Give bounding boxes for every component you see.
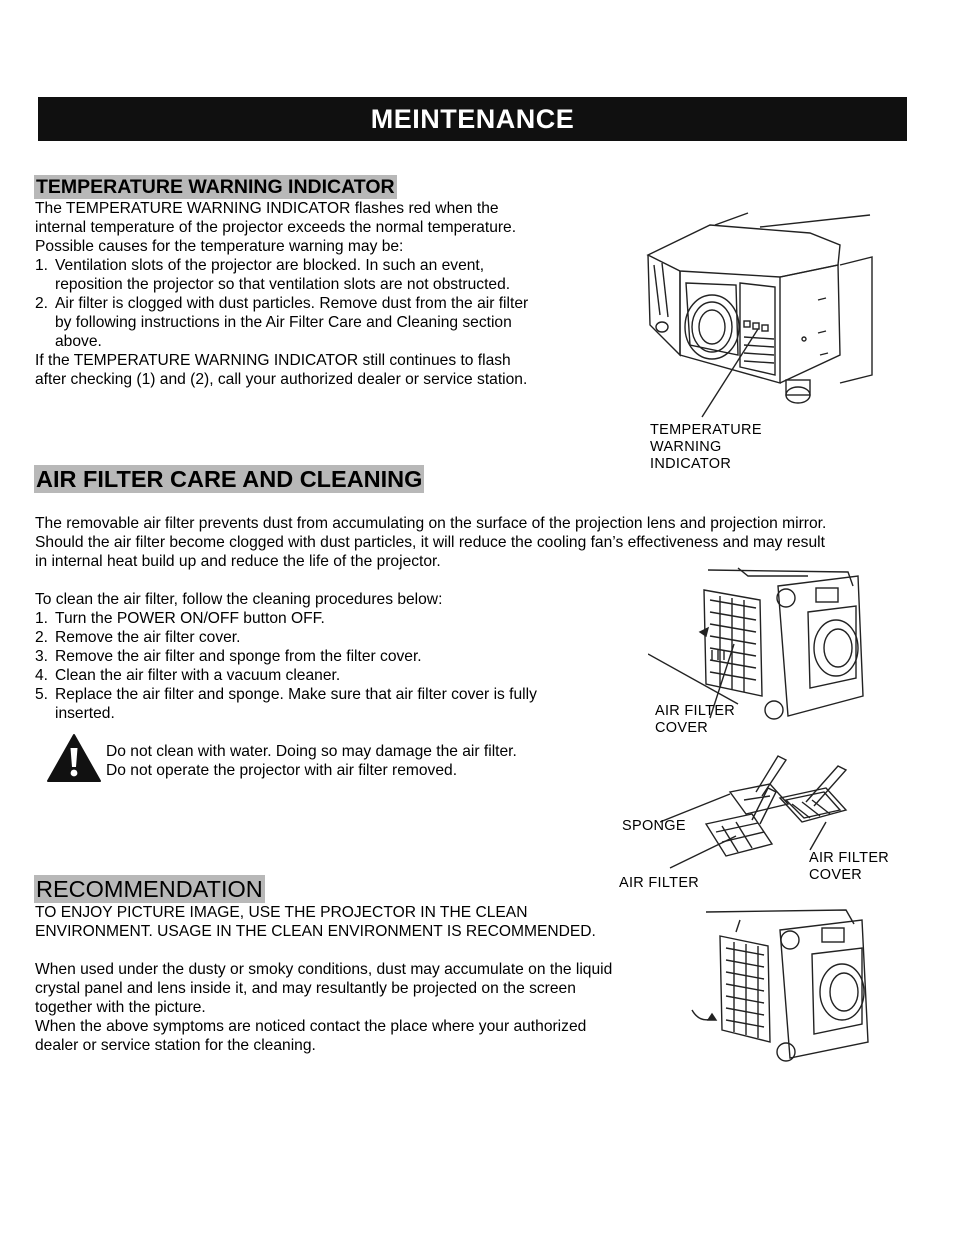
filter-steps-intro: To clean the air filter, follow the cleaning procedures below: [35, 591, 443, 608]
rec-caps-1: TO ENJOY PICTURE IMAGE, USE THE PROJECTOR IN THE CLEAN [35, 904, 528, 921]
temp-intro-3: Possible causes for the temperature warning may be: [35, 238, 404, 255]
recommendation-body [35, 903, 685, 1055]
list-number: 3. [35, 648, 49, 665]
list-line: Remove the air filter cover. [55, 629, 241, 646]
filter-cover-label [655, 703, 735, 737]
list-line: Clean the air filter with a vacuum cleaner. [55, 667, 341, 684]
filter-para-1: The removable air filter prevents dust from accumulating on the surface of the projection lens and projection mirror. [35, 515, 827, 532]
list-item [35, 647, 615, 666]
warning-line-1: Do not clean with water. Doing so may damage the air filter. [106, 743, 517, 760]
label-line: COVER [655, 720, 709, 736]
list-number: 2. [35, 295, 49, 312]
rec-para1-3: together with the picture. [35, 999, 206, 1016]
rec-para1-2: crystal panel and lens inside it, and may resultantly be projected on the screen [35, 980, 576, 997]
list-item [35, 628, 615, 647]
label-line: AIR FILTER [809, 850, 890, 866]
list-number: 4. [35, 667, 49, 684]
list-item [35, 609, 615, 628]
cleaning-step-list [35, 609, 615, 723]
list-number: 2. [35, 629, 49, 646]
temp-figure-label [650, 422, 762, 473]
temp-body [35, 199, 615, 389]
spacer [35, 941, 685, 960]
list-item [35, 685, 615, 723]
projector-front-illustration [640, 205, 880, 420]
rec-para2-1: When the above symptoms are noticed contact the place where your authorized [35, 1018, 587, 1035]
filter-reinsert-illustration [686, 906, 886, 1066]
label-line: TEMPERATURE [650, 422, 762, 438]
filter-cover-removal-illustration [648, 566, 888, 726]
filter-steps [35, 590, 615, 723]
warning-triangle-icon [46, 733, 102, 783]
rec-para1-1: When used under the dusty or smoky conditions, dust may accumulate on the liquid [35, 961, 613, 978]
temp-heading: TEMPERATURE WARNING INDICATOR [36, 176, 395, 198]
page-banner: MEINTENANCE [38, 97, 907, 141]
label-line: AIR FILTER [655, 703, 736, 719]
rec-para2-2: dealer or service station for the cleaning. [35, 1037, 316, 1054]
filter-para-3: in internal heat build up and reduce the life of the projector. [35, 553, 441, 570]
list-line: Ventilation slots of the projector are blocked. In such an event, [55, 257, 485, 274]
list-number: 1. [35, 610, 49, 627]
list-item [35, 294, 615, 351]
list-line: reposition the projector so that ventilation slots are not obstructed. [55, 276, 511, 293]
rec-caps-2: ENVIRONMENT. USAGE IN THE CLEAN ENVIRONMENT IS RECOMMENDED. [35, 923, 596, 940]
list-line: Remove the air filter and sponge from the filter cover. [55, 648, 422, 665]
list-line: above. [55, 333, 102, 350]
list-line: by following instructions in the Air Filter Care and Cleaning section [55, 314, 512, 331]
recommendation-heading: RECOMMENDATION [36, 876, 263, 902]
label-line: COVER [809, 867, 863, 883]
list-number: 5. [35, 686, 49, 703]
list-line: Replace the air filter and sponge. Make sure that air filter cover is fully [55, 686, 537, 703]
label-line: INDICATOR [650, 456, 732, 472]
list-line: Turn the POWER ON/OFF button OFF. [55, 610, 325, 627]
label-line: WARNING [650, 439, 722, 455]
air-filter-label: AIR FILTER [619, 875, 700, 891]
list-number: 1. [35, 257, 49, 274]
temp-outro-1: If the TEMPERATURE WARNING INDICATOR still continues to flash [35, 352, 511, 369]
filter-heading: AIR FILTER CARE AND CLEANING [36, 466, 423, 492]
filter-intro [35, 514, 925, 571]
list-line: inserted. [55, 705, 115, 722]
air-filter-cover-label [809, 850, 889, 884]
temp-outro-2: after checking (1) and (2), call your authorized dealer or service station. [35, 371, 528, 388]
temp-intro-1: The TEMPERATURE WARNING INDICATOR flashes red when the [35, 200, 499, 217]
list-line: Air filter is clogged with dust particles. Remove dust from the air filter [55, 295, 529, 312]
temp-cause-list [35, 256, 615, 351]
list-item [35, 256, 615, 294]
list-item [35, 666, 615, 685]
temp-intro-2: internal temperature of the projector exceeds the normal temperature. [35, 219, 517, 236]
warning-line-2: Do not operate the projector with air filter removed. [106, 762, 458, 779]
filter-para-2: Should the air filter become clogged with dust particles, it will reduce the cooling fan’s effectiveness and may result [35, 534, 825, 551]
sponge-label: SPONGE [622, 818, 686, 834]
filter-warning [106, 742, 606, 780]
